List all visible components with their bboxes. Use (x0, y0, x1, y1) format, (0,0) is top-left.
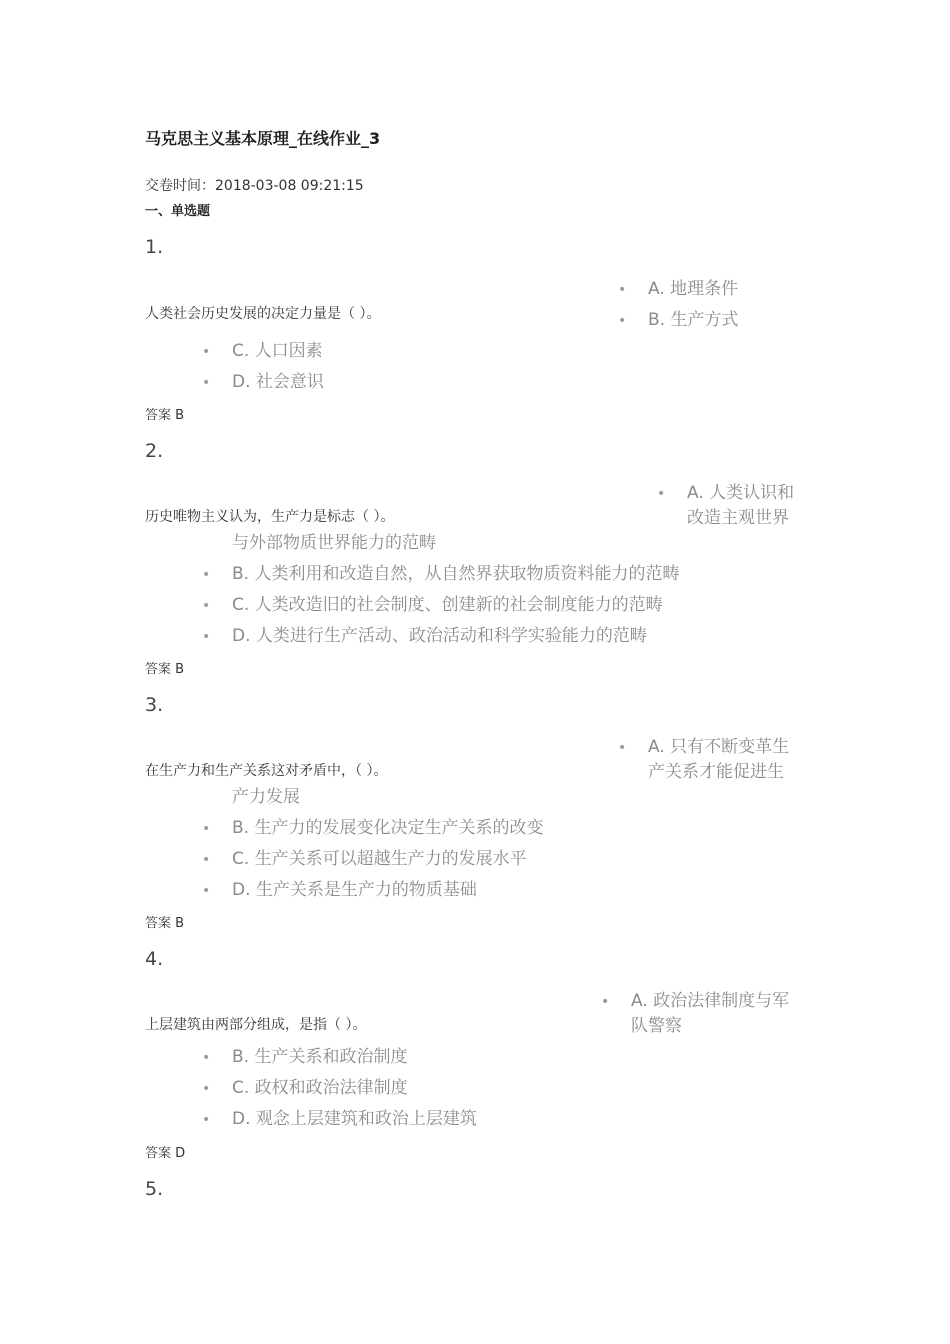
bullet-icon: • (202, 598, 211, 614)
answer-text: 答案 B (145, 916, 185, 931)
option-d: D. 观念上层建筑和政治上层建筑 (232, 1109, 477, 1129)
option-b: B. 人类利用和改造自然，从自然界获取物质资料能力的范畴 (232, 564, 680, 584)
option-b: B. 生产关系和政治制度 (232, 1047, 408, 1067)
bullet-icon: • (202, 821, 211, 837)
bullet-icon: • (601, 994, 610, 1010)
question-text: 上层建筑由两部分组成，是指（ ）。 (145, 1017, 367, 1033)
bullet-icon: • (202, 1112, 211, 1128)
bullet-icon: • (202, 1081, 211, 1097)
question-number: 3. (145, 694, 164, 716)
answer-text: 答案 B (145, 408, 185, 423)
bullet-icon: • (618, 740, 627, 756)
option-a-line-3: 产力发展 (232, 787, 300, 807)
bullet-icon: • (202, 567, 211, 583)
option-a: A. 地理条件 (648, 279, 739, 299)
bullet-icon: • (202, 629, 211, 645)
page-title: 马克思主义基本原理_在线作业_3 (145, 129, 381, 148)
option-a-line-1: A. 人类认识和 (687, 483, 795, 503)
option-c: C. 人口因素 (232, 341, 323, 361)
bullet-icon: • (202, 883, 211, 899)
question-number: 2. (145, 440, 164, 462)
question-text: 在生产力和生产关系这对矛盾中，（ ）。 (145, 763, 388, 779)
bullet-icon: • (618, 313, 627, 329)
option-a-line-3: 与外部物质世界能力的范畴 (232, 533, 436, 553)
question-number: 4. (145, 948, 164, 970)
bullet-icon: • (202, 852, 211, 868)
bullet-icon: • (202, 375, 211, 391)
option-d: D. 人类进行生产活动、政治活动和科学实验能力的范畴 (232, 626, 647, 646)
option-a-line-1: A. 只有不断变革生 (648, 737, 790, 757)
answer-text: 答案 D (145, 1146, 186, 1161)
option-a-line-2: 队警察 (631, 1016, 682, 1036)
option-b: B. 生产方式 (648, 310, 739, 330)
question-number: 1. (145, 236, 164, 258)
option-c: C. 人类改造旧的社会制度、创建新的社会制度能力的范畴 (232, 595, 663, 615)
option-d: D. 社会意识 (232, 372, 324, 392)
option-b: B. 生产力的发展变化决定生产关系的改变 (232, 818, 544, 838)
option-c: C. 生产关系可以超越生产力的发展水平 (232, 849, 527, 869)
option-a-line-2: 改造主观世界 (687, 508, 789, 528)
bullet-icon: • (202, 344, 211, 360)
answer-text: 答案 B (145, 662, 185, 677)
option-a-line-2: 产关系才能促进生 (648, 762, 784, 782)
section-heading: 一、单选题 (145, 204, 211, 219)
question-text: 人类社会历史发展的决定力量是（ ）。 (145, 306, 381, 322)
bullet-icon: • (657, 486, 666, 502)
question-text: 历史唯物主义认为，生产力是标志（ ）。 (145, 509, 395, 525)
option-d: D. 生产关系是生产力的物质基础 (232, 880, 477, 900)
option-a-line-1: A. 政治法律制度与军 (631, 991, 790, 1011)
option-c: C. 政权和政治法律制度 (232, 1078, 408, 1098)
bullet-icon: • (618, 282, 627, 298)
submit-time: 交卷时间：2018-03-08 09:21:15 (145, 178, 364, 194)
bullet-icon: • (202, 1050, 211, 1066)
question-number: 5. (145, 1178, 164, 1200)
